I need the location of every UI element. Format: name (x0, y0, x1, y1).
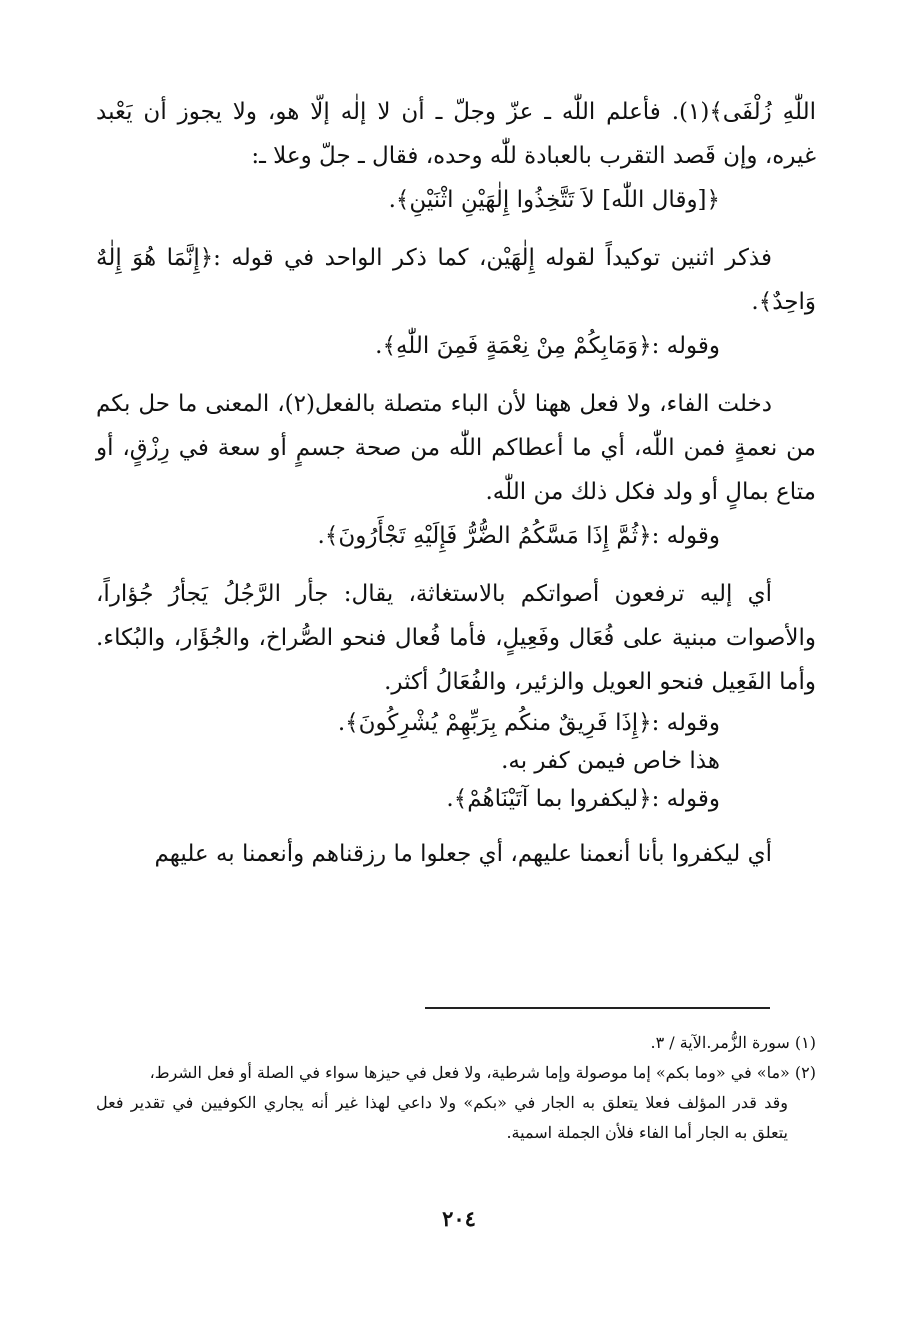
quran-quote-2: وقوله :﴿وَمَابِكُمْ مِنْ نِعْمَةٍ فَمِنَ اللّٰهِ﴾. (375, 333, 720, 359)
paragraph-4: أي إليه ترفعون أصواتكم بالاستغاثة، يقال: جأر الرَّجُلُ يَجأرُ جُؤاراً، والأصوات مبنية على فُعَال وفَعِيلٍ، فأما فُعال فنحو الصُّراخ، والجُؤَار، والبُكاء. وأما الفَعِيل فنحو العويل والزئير، والفُعَالُ أكثر. (96, 581, 816, 695)
main-text (96, 90, 816, 876)
footnote-2-continued: وقد قدر المؤلف فعلا يتعلق به الجار في «بكم» ولا داعي لهذا غير أنه يجاري الكوفيين في تقدير فعل يتعلق به الجار أما الفاء فلأن الجملة اسمية. (96, 1093, 788, 1142)
quran-quote-5: وقوله :﴿ليكفروا بما آتَيْنَاهُمْ﴾. (446, 786, 720, 812)
paragraph-2: فذكر اثنين توكيداً لقوله إِلٰهَيْن، كما ذكر الواحد في قوله :﴿إِنَّمَا هُوَ إِلٰهٌ وَاحِدٌ﴾. (96, 245, 816, 315)
quran-quote-3: وقوله :﴿ثُمَّ إِذَا مَسَّكُمُ الضُّرُّ فَإِلَيْهِ تَجْأَرُونَ﴾. (317, 523, 720, 549)
footnote-2: (٢) «ما» في «وما بكم» إما موصولة وإما شرطية، ولا فعل في حيزها سواء في الصلة أو فعل الشرط، (149, 1063, 816, 1082)
footnote-1: (١) سورة الزُّمر.الآية / ٣. (650, 1033, 816, 1052)
footnote-divider (425, 1007, 770, 1009)
footnotes (96, 1028, 816, 1148)
page-number: ٢٠٤ (442, 1206, 476, 1231)
quran-quote-4: وقوله :﴿إِذَا فَرِيقٌ منكُم بِرَبِّهِمْ يُشْرِكُونَ﴾. (337, 710, 720, 736)
commentary-line: هذا خاص فيمن كفر به. (501, 748, 720, 774)
quran-quote-1: ﴿[وقال اللّٰه] لاَ تَتَّخِذُوا إِلٰهَيْنِ اثْنَيْنِ﴾. (388, 187, 720, 213)
paragraph-5: أي ليكفروا بأنا أنعمنا عليهم، أي جعلوا ما رزقناهم وأنعمنا به عليهم (154, 841, 772, 867)
paragraph-3: دخلت الفاء، ولا فعل ههنا لأن الباء متصلة بالفعل(٢)، المعنى ما حل بكم من نعمةٍ فمن اللّٰه، أي ما أعطاكم اللّٰه من صحة جسمٍ أو سعة في رِزْقٍ، أو متاع بمالٍ أو ولد فكل ذلك من اللّٰه. (96, 391, 816, 505)
paragraph-1: اللّٰهِ زُلْفَى﴾(١). فأعلم اللّٰه ـ عزّ وجلّ ـ أن لا إلٰه إلّا هو، ولا يجوز أن يَعْبد غيره، وإن قَصد التقرب بالعبادة للّٰه وحده، فقال ـ جلّ وعلا ـ: (96, 99, 816, 169)
